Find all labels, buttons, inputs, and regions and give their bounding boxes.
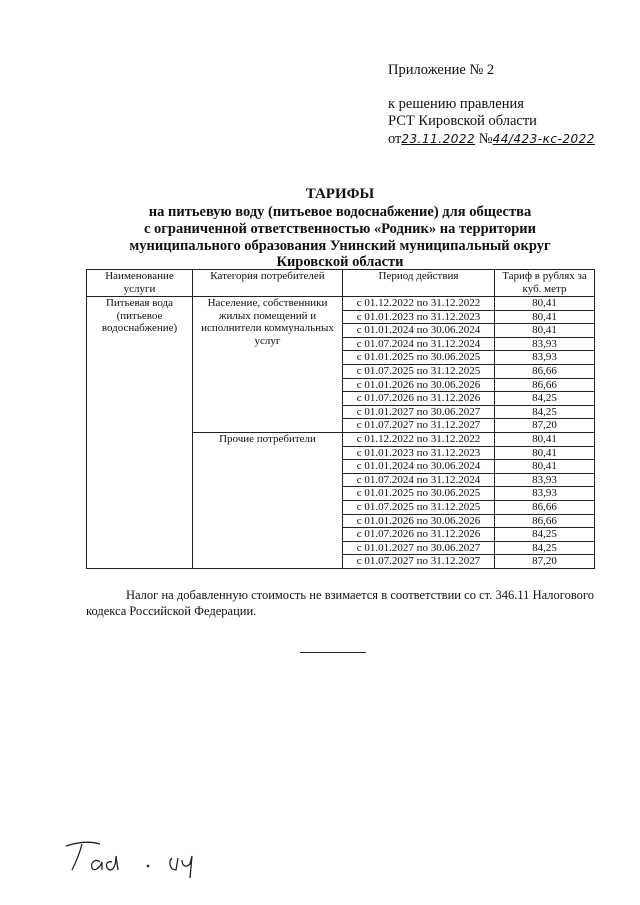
tariff-value-cell: 80,41	[495, 310, 595, 324]
tariff-value-cell: 80,41	[495, 297, 595, 311]
tariff-value-cell: 83,93	[495, 473, 595, 487]
tariff-table	[86, 269, 595, 569]
period-cell: с 01.01.2023 по 31.12.2023	[343, 446, 495, 460]
tariff-value-cell: 83,93	[495, 351, 595, 365]
consumer-category-cell: Население, собственники жилых помещений и исполнители коммунальных услуг	[193, 297, 343, 433]
tariff-value-cell: 87,20	[495, 555, 595, 569]
period-cell: с 01.01.2023 по 31.12.2023	[343, 310, 495, 324]
separator-line	[300, 652, 366, 653]
period-cell: с 01.07.2026 по 31.12.2026	[343, 392, 495, 406]
tariff-value-cell: 80,41	[495, 324, 595, 338]
period-cell: с 01.07.2024 по 31.12.2024	[343, 473, 495, 487]
tariff-value-cell: 80,41	[495, 460, 595, 474]
date-prefix: от	[388, 131, 402, 147]
period-cell: с 01.01.2026 по 30.06.2026	[343, 514, 495, 528]
title-line-2: на питьевую воду (питьевое водоснабжение) для общества	[148, 204, 532, 220]
period-cell: с 01.12.2022 по 31.12.2022	[343, 432, 495, 446]
tariff-value-cell: 84,25	[495, 392, 595, 406]
handwritten-signature	[60, 832, 230, 887]
period-cell: с 01.01.2025 по 30.06.2025	[343, 487, 495, 501]
handwritten-number: 44/423-кс-2022	[492, 132, 595, 146]
vat-note	[86, 587, 594, 619]
vat-note-text: Налог на добавленную стоимость не взимается в соответствии со ст. 346.11 Налогового кодекса Российской Федерации.	[86, 588, 594, 618]
period-cell: с 01.01.2027 по 30.06.2027	[343, 541, 495, 555]
title-line-4: муниципального образования Унинский муниципальный округ	[129, 238, 551, 254]
service-name-cell: Питьевая вода (питьевое водоснабжение)	[87, 297, 193, 569]
signature-graphic	[60, 832, 230, 882]
header-service: Наименование услуги	[87, 270, 193, 297]
period-cell: с 01.01.2024 по 30.06.2024	[343, 460, 495, 474]
period-cell: с 01.01.2024 по 30.06.2024	[343, 324, 495, 338]
title-line-3: с ограниченной ответственностью «Родник» на территории	[143, 221, 536, 237]
table-header-row	[87, 270, 595, 297]
tariff-value-cell: 84,25	[495, 541, 595, 555]
document-title: ТАРИФЫ	[305, 186, 375, 202]
header-period: Период действия	[343, 270, 495, 297]
period-cell: с 01.12.2022 по 31.12.2022	[343, 297, 495, 311]
tariff-value-cell: 80,41	[495, 432, 595, 446]
tariff-value-cell: 87,20	[495, 419, 595, 433]
period-cell: с 01.01.2025 по 30.06.2025	[343, 351, 495, 365]
tariff-value-cell: 84,25	[495, 405, 595, 419]
tariff-value-cell: 86,66	[495, 378, 595, 392]
number-prefix: №	[478, 131, 493, 147]
period-cell: с 01.07.2026 по 31.12.2026	[343, 528, 495, 542]
appendix-label: Приложение № 2	[388, 62, 495, 78]
header-tariff: Тариф в рублях за куб. метр	[495, 270, 595, 297]
decision-line: к решению правления	[388, 96, 524, 112]
period-cell: с 01.01.2026 по 30.06.2026	[343, 378, 495, 392]
tariff-value-cell: 83,93	[495, 487, 595, 501]
tariff-value-cell: 83,93	[495, 337, 595, 351]
tariff-value-cell: 80,41	[495, 446, 595, 460]
period-cell: с 01.07.2025 по 31.12.2025	[343, 500, 495, 514]
authority-line: РСТ Кировской области	[388, 113, 537, 129]
tariff-value-cell: 84,25	[495, 528, 595, 542]
tariff-value-cell: 86,66	[495, 500, 595, 514]
period-cell: с 01.07.2025 по 31.12.2025	[343, 364, 495, 378]
period-cell: с 01.07.2027 по 31.12.2027	[343, 555, 495, 569]
consumer-category-cell: Прочие потребители	[193, 432, 343, 568]
tariff-value-cell: 86,66	[495, 514, 595, 528]
header-category: Категория потребителей	[193, 270, 343, 297]
period-cell: с 01.01.2027 по 30.06.2027	[343, 405, 495, 419]
handwritten-date: 23.11.2022	[401, 132, 476, 146]
tariff-value-cell: 86,66	[495, 364, 595, 378]
title-line-5: Кировской области	[276, 254, 404, 270]
period-cell: с 01.07.2027 по 31.12.2027	[343, 419, 495, 433]
date-number-line	[388, 131, 595, 148]
table-row	[87, 297, 595, 311]
period-cell: с 01.07.2024 по 31.12.2024	[343, 337, 495, 351]
